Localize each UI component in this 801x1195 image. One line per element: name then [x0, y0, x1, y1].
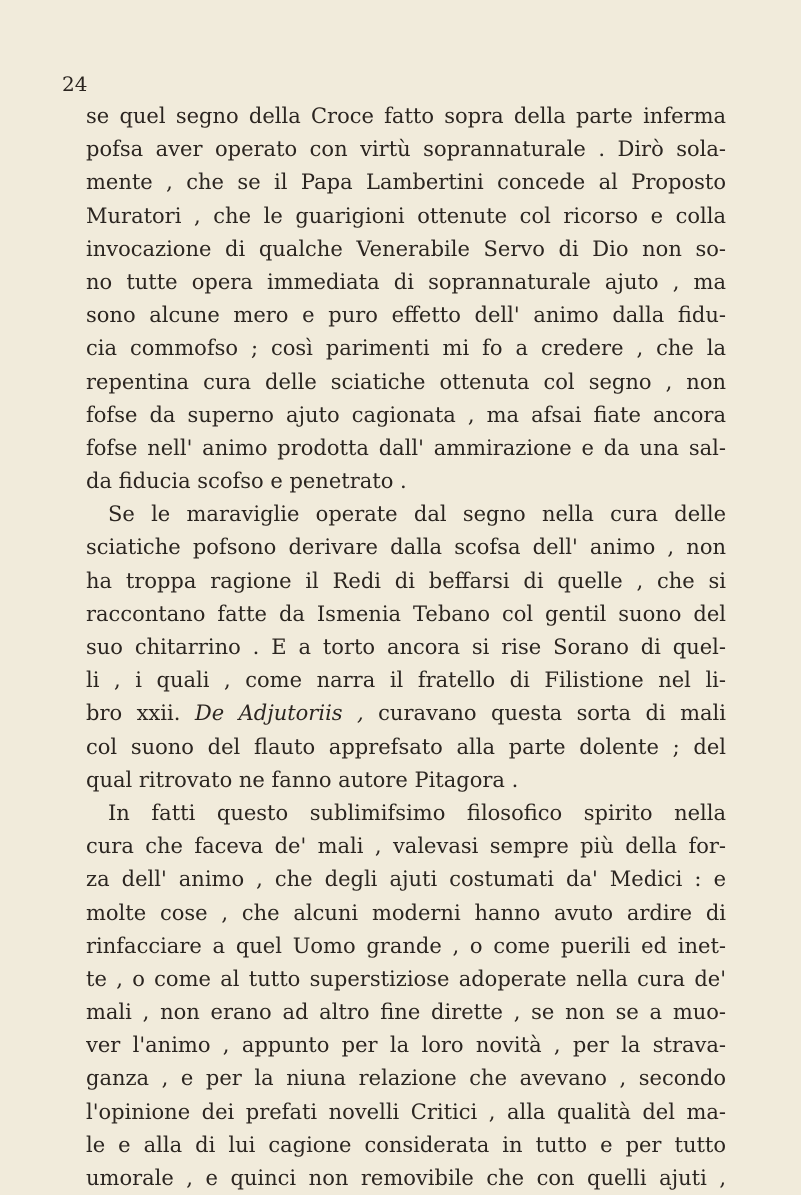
text-fragment: curavano questa sorta di mali: [378, 701, 726, 726]
text-line: fofse da superno ajuto cagionata , ma afsai fiate ancora: [86, 402, 726, 427]
text-line: mente , che se il Papa Lambertini concede al Proposto: [86, 170, 726, 195]
text-line: col suono del flauto apprefsato alla parte dolente ; del: [86, 734, 726, 759]
body-text: [86, 100, 726, 1195]
text-line: li , i quali , come narra il fratello di Filistione nel li-: [86, 668, 726, 693]
text-line: mali , non erano ad altro fine dirette , se non se a muo-: [86, 1000, 726, 1025]
text-line: In fatti questo sublimifsimo filosofico spirito nella: [108, 800, 726, 825]
text-line: raccontano fatte da Ismenia Tebano col gentil suono del: [86, 601, 726, 626]
text-line: Muratori , che le guarigioni ottenute col ricorso e colla: [86, 203, 726, 228]
text-line: no tutte opera immediata di soprannaturale ajuto , ma: [86, 269, 726, 294]
text-fragment: bro xxii.: [86, 701, 181, 726]
book-title: De Adjutoriis ,: [194, 701, 364, 726]
text-line: l'opinione dei prefati novelli Critici , alla qualità del ma-: [86, 1099, 726, 1124]
text-line: molte cose , che alcuni moderni hanno avuto ardire di: [86, 900, 726, 925]
text-line: qual ritrovato ne fanno autore Pitagora .: [86, 767, 519, 792]
text-line: ganza , e per la niuna relazione che avevano , secondo: [86, 1066, 726, 1091]
text-line: invocazione di qualche Venerabile Servo di Dio non so-: [86, 236, 726, 261]
text-line: ha troppa ragione il Redi di beffarsi di quelle , che si: [86, 568, 726, 593]
text-line: Se le maraviglie operate dal segno nella cura delle: [108, 502, 726, 527]
text-line: pofsa aver operato con virtù soprannaturale . Dirò sola-: [86, 137, 726, 162]
page-number: 24: [62, 72, 88, 96]
text-line: le e alla di lui cagione considerata in tutto e per tutto: [86, 1132, 726, 1157]
text-line: repentina cura delle sciatiche ottenuta col segno , non: [86, 369, 726, 394]
text-line: cura che faceva de' mali , valevasi sempre più della for-: [86, 834, 726, 859]
text-line: te , o come al tutto superstiziose adoperate nella cura de': [86, 966, 726, 991]
text-line: umorale , e quinci non removibile che con quelli ajuti ,: [86, 1166, 726, 1190]
text-line: suo chitarrino . E a torto ancora si rise Sorano di quel-: [86, 635, 726, 659]
text-line: sono alcune mero e puro effetto dell' animo dalla fidu-: [86, 303, 726, 328]
text-line: da fiducia scofso e penetrato .: [86, 469, 407, 494]
text-line: cia commofso ; così parimenti mi fo a credere , che la: [86, 336, 726, 361]
text-line: ver l'animo , appunto per la loro novità , per la strava-: [86, 1033, 726, 1058]
text-line: za dell' animo , che degli ajuti costumati da' Medici : e: [86, 867, 726, 892]
text-line-mixed: [86, 697, 726, 730]
text-line: se quel segno della Croce fatto sopra della parte inferma: [86, 104, 726, 128]
text-line: rinfacciare a quel Uomo grande , o come puerili ed inet-: [86, 933, 726, 958]
text-line: sciatiche pofsono derivare dalla scofsa dell' animo , non: [86, 535, 726, 560]
text-line: fofse nell' animo prodotta dall' ammirazione e da una sal-: [86, 435, 726, 460]
